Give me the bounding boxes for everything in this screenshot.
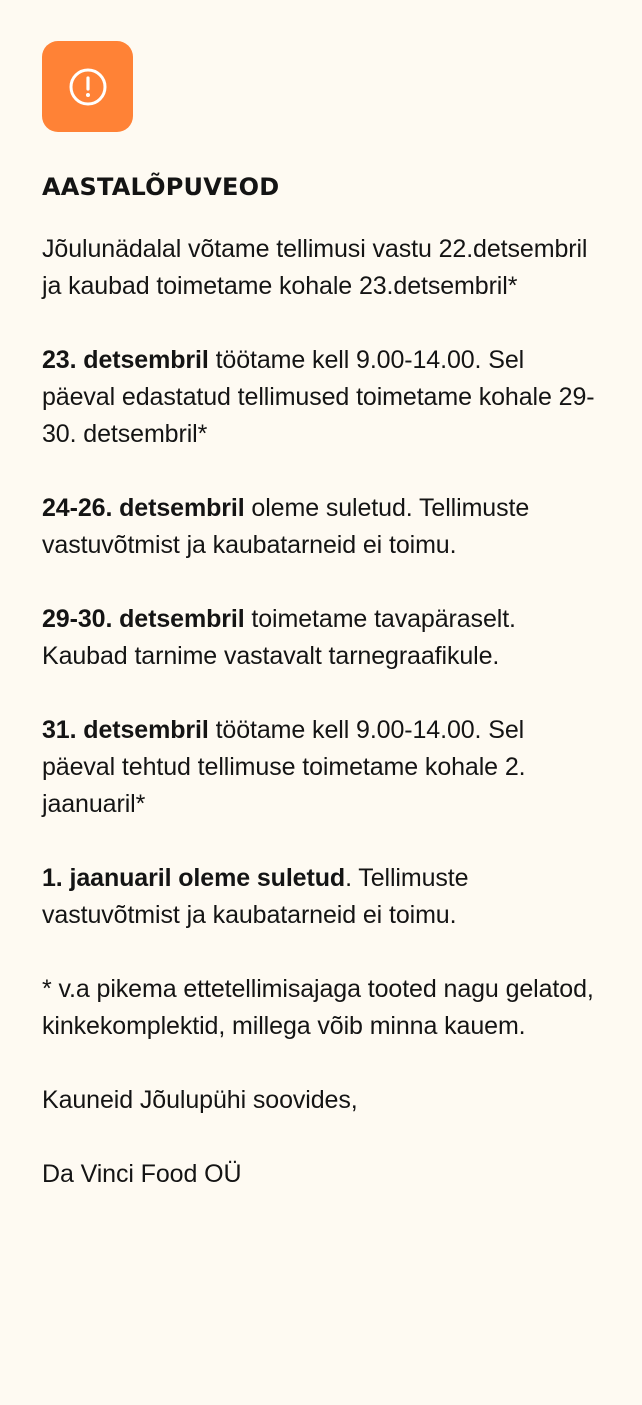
signature: Da Vinci Food OÜ bbox=[42, 1160, 242, 1188]
schedule-item bbox=[42, 860, 600, 934]
schedule-item-text: töötame kell 9.00-14.00. Sel päeval tehtud tellimuse toimetame kohale 2. jaanuaril* bbox=[42, 716, 526, 818]
schedule-item bbox=[42, 601, 600, 675]
schedule-item bbox=[42, 342, 600, 453]
schedule-item-text: töötame kell 9.00-14.00. Sel päeval edastatud tellimused toimetame kohale 29-30. detsembril* bbox=[42, 346, 595, 448]
schedule-item bbox=[42, 712, 600, 823]
schedule-item-text: toimetame tavapäraselt. Kaubad tarnime vastavalt tarnegraafikule. bbox=[42, 605, 516, 670]
greeting: Kauneid Jõulupühi soovides, bbox=[42, 1086, 358, 1114]
schedule-item-date: 23. detsembril bbox=[42, 346, 209, 374]
notice-body bbox=[42, 231, 600, 1193]
schedule-item-text: . Tellimuste vastuvõtmist ja kaubatarneid ei toimu. bbox=[42, 864, 469, 929]
schedule-item-date: 1. jaanuaril oleme suletud bbox=[42, 864, 346, 892]
schedule-item-date: 31. detsembril bbox=[42, 716, 209, 744]
notice-title: AASTALÕPUVEOD bbox=[42, 173, 280, 201]
schedule-item-date: 24-26. detsembril bbox=[42, 494, 245, 522]
intro-paragraph: Jõulunädalal võtame tellimusi vastu 22.detsembril ja kaubad toimetame kohale 23.detsembril* bbox=[42, 235, 588, 300]
schedule-item bbox=[42, 490, 600, 564]
footnote: * v.a pikema ettetellimisajaga tooted nagu gelatod, kinkekomplektid, millega võib minna kauem. bbox=[42, 975, 594, 1040]
alert-circle-icon bbox=[68, 67, 108, 107]
schedule-item-date: 29-30. detsembril bbox=[42, 605, 245, 633]
alert-badge bbox=[42, 41, 133, 132]
schedule-item-text: oleme suletud. Tellimuste vastuvõtmist ja kaubatarneid ei toimu. bbox=[42, 494, 530, 559]
